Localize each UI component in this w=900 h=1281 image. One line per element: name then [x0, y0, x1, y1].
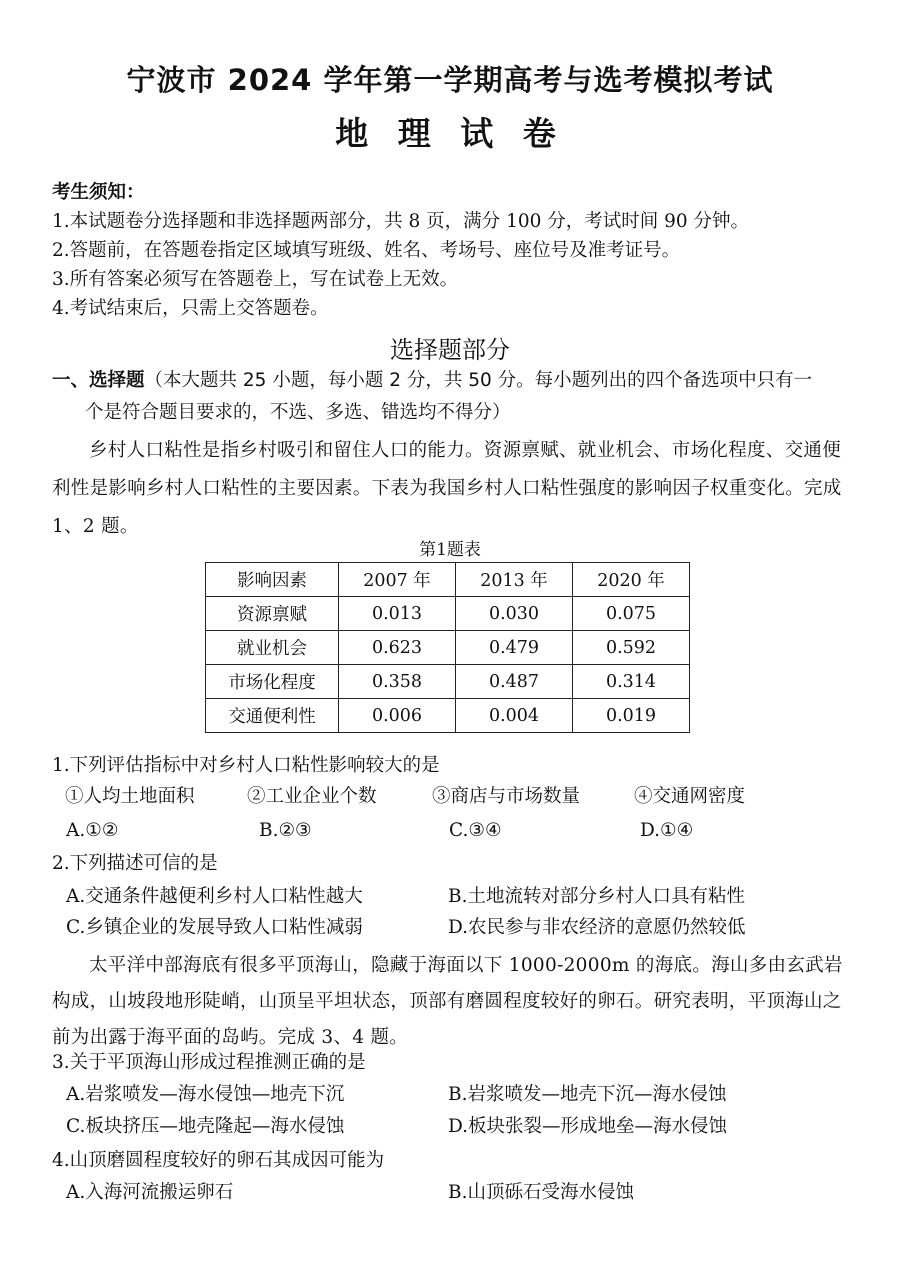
notice-heading: 考生须知： [52, 182, 145, 203]
question-2-stem: 2.下列描述可信的是 [52, 853, 218, 874]
q2-option-c: C.乡镇企业的发展导致人口粘性减弱 [66, 917, 363, 938]
q1-item: ①人均土地面积 [65, 786, 195, 807]
table-cell: 市场化程度 [206, 665, 339, 699]
q1-option-a: A.①② [66, 820, 119, 841]
table-header-row [206, 563, 690, 597]
notice-item: 2.答题前，在答题卷指定区域填写班级、姓名、考场号、座位号及准考证号。 [52, 240, 681, 261]
notice-item: 1.本试题卷分选择题和非选择题两部分，共 8 页，满分 100 分，考试时间 90 分钟。 [52, 211, 750, 232]
passage-1: 乡村人口粘性是指乡村吸引和留住人口的能力。资源禀赋、就业机会、市场化程度、交通便利性是影响乡村人口粘性的主要因素。下表为我国乡村人口粘性强度的影响因子权重变化。完成 1、2 题。 [52, 440, 842, 537]
table-cell: 0.013 [339, 597, 456, 631]
q3-option-c: C.板块挤压—地壳隆起—海水侵蚀 [66, 1116, 345, 1137]
table-cell: 0.623 [339, 631, 456, 665]
table-cell: 0.075 [573, 597, 690, 631]
q3-option-d: D.板块张裂—形成地垒—海水侵蚀 [448, 1116, 728, 1137]
table-row [206, 665, 690, 699]
q3-option-a: A.岩浆喷发—海水侵蚀—地壳下沉 [66, 1084, 345, 1105]
q2-option-d: D.农民参与非农经济的意愿仍然较低 [448, 917, 746, 938]
table-cell: 0.592 [573, 631, 690, 665]
q1-item: ③商店与市场数量 [432, 786, 581, 807]
notice-item: 4.考试结束后，只需上交答题卷。 [52, 298, 329, 319]
question-4-stem: 4.山顶磨圆程度较好的卵石其成因可能为 [52, 1150, 385, 1171]
table-header-cell: 2013 年 [456, 563, 573, 597]
table-header-cell: 2020 年 [573, 563, 690, 597]
table-cell: 就业机会 [206, 631, 339, 665]
q1-option-c: C.③④ [449, 820, 502, 841]
table-cell: 资源禀赋 [206, 597, 339, 631]
table-cell: 0.004 [456, 699, 573, 733]
data-table [205, 562, 690, 733]
part-desc-cont: 个是符合题目要求的，不选、多选、错选均不得分） [85, 402, 511, 423]
notice-item: 3.所有答案必须写在答题卷上，写在试卷上无效。 [52, 269, 459, 290]
part-instruction [52, 368, 812, 394]
q1-option-d: D.①④ [640, 820, 694, 841]
section-title: 选择题部分 [390, 336, 510, 364]
table-cell: 交通便利性 [206, 699, 339, 733]
question-3-stem: 3.关于平顶海山形成过程推测正确的是 [52, 1052, 366, 1073]
table-row [206, 699, 690, 733]
table-cell: 0.019 [573, 699, 690, 733]
q1-item: ②工业企业个数 [247, 786, 377, 807]
q1-item: ④交通网密度 [634, 786, 746, 807]
table-header-cell: 影响因素 [206, 563, 339, 597]
table-cell: 0.479 [456, 631, 573, 665]
q1-option-b: B.②③ [259, 820, 312, 841]
exam-title: 宁波市 2024 学年第一学期高考与选考模拟考试 [126, 63, 774, 97]
q2-option-b: B.土地流转对部分乡村人口具有粘性 [448, 886, 745, 907]
table-row [206, 631, 690, 665]
part-label: 一、选择题 [52, 370, 145, 391]
q3-option-b: B.岩浆喷发—地壳下沉—海水侵蚀 [448, 1084, 727, 1105]
table-cell: 0.358 [339, 665, 456, 699]
table-cell: 0.006 [339, 699, 456, 733]
q4-option-a: A.入海河流搬运卵石 [66, 1182, 234, 1203]
part-desc: （本大题共 25 小题，每小题 2 分，共 50 分。每小题列出的四个备选项中只有一 [144, 370, 813, 391]
exam-subject: 地 理 试 卷 [335, 114, 565, 153]
q2-option-a: A.交通条件越便利乡村人口粘性越大 [66, 886, 363, 907]
table-cell: 0.030 [456, 597, 573, 631]
table-cell: 0.487 [456, 665, 573, 699]
passage-2: 太平洋中部海底有很多平顶海山，隐藏于海面以下 1000-2000m 的海底。海山多由玄武岩构成，山坡段地形陡峭，山顶呈平坦状态，顶部有磨圆程度较好的卵石。研究表明，平顶海山之前为出露于海平面的岛屿。完成 3、4 题。 [52, 955, 843, 1048]
table-row [206, 597, 690, 631]
table-header-cell: 2007 年 [339, 563, 456, 597]
table-cell: 0.314 [573, 665, 690, 699]
q4-option-b: B.山顶砾石受海水侵蚀 [448, 1182, 634, 1203]
question-1-stem: 1.下列评估指标中对乡村人口粘性影响较大的是 [52, 755, 440, 776]
table-caption: 第1题表 [419, 540, 481, 560]
